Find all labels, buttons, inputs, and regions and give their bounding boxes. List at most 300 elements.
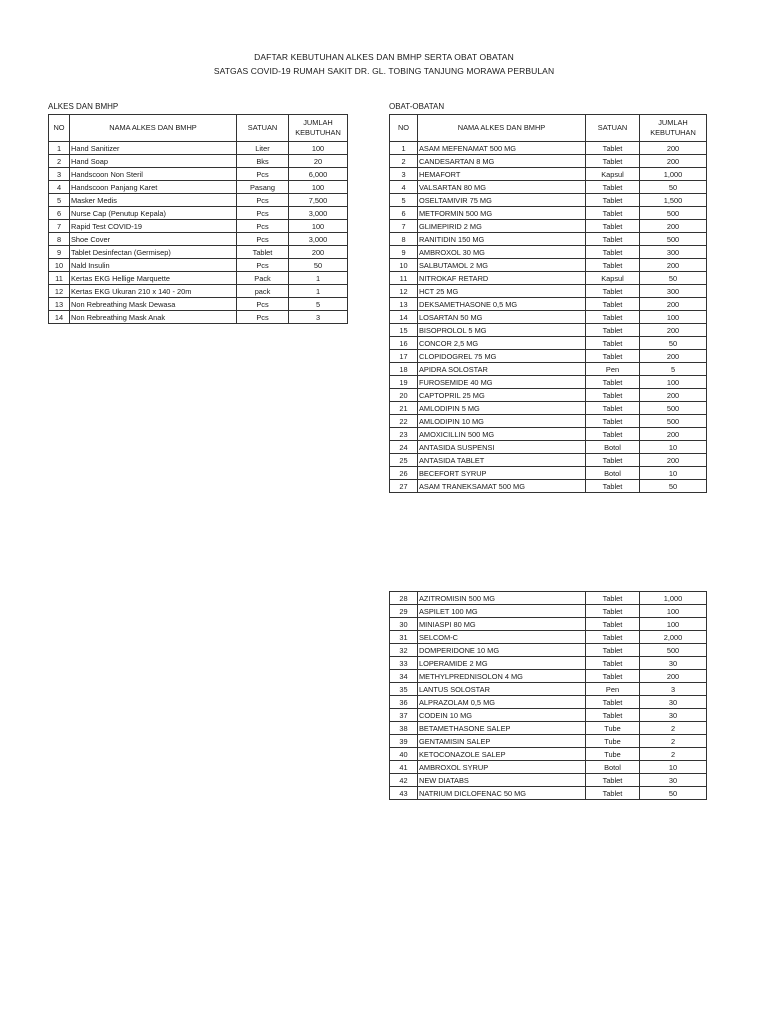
row-number: 4 — [49, 181, 70, 194]
table-row — [390, 761, 707, 774]
item-unit: Pcs — [237, 311, 289, 324]
item-quantity: 100 — [289, 220, 348, 233]
item-name: BISOPROLOL 5 MG — [418, 324, 586, 337]
table-row — [390, 194, 707, 207]
item-quantity: 200 — [640, 389, 707, 402]
row-number: 41 — [390, 761, 418, 774]
item-quantity: 30 — [640, 774, 707, 787]
item-unit: Pcs — [237, 233, 289, 246]
table-row — [49, 272, 348, 285]
item-quantity: 200 — [640, 428, 707, 441]
row-number: 34 — [390, 670, 418, 683]
row-number: 9 — [390, 246, 418, 259]
item-quantity: 10 — [640, 761, 707, 774]
item-quantity: 50 — [640, 787, 707, 800]
item-name: AMBROXOL 30 MG — [418, 246, 586, 259]
item-quantity: 200 — [289, 246, 348, 259]
table-row — [49, 311, 348, 324]
row-number: 6 — [49, 207, 70, 220]
item-unit: Tablet — [586, 207, 640, 220]
item-unit: Kapsul — [586, 168, 640, 181]
item-name: OSELTAMIVIR 75 MG — [418, 194, 586, 207]
item-name: Nald Insulin — [70, 259, 237, 272]
item-unit: Botol — [586, 761, 640, 774]
item-unit: Tablet — [586, 787, 640, 800]
table-row — [390, 168, 707, 181]
row-number: 40 — [390, 748, 418, 761]
item-name: GLIMEPIRID 2 MG — [418, 220, 586, 233]
item-quantity: 7,500 — [289, 194, 348, 207]
table-row — [390, 350, 707, 363]
item-unit: Tablet — [586, 311, 640, 324]
item-name: Kertas EKG Hellige Marquette — [70, 272, 237, 285]
item-name: ANTASIDA TABLET — [418, 454, 586, 467]
item-name: METHYLPREDNISOLON 4 MG — [418, 670, 586, 683]
item-unit: Kapsul — [586, 272, 640, 285]
item-quantity: 300 — [640, 285, 707, 298]
table-row — [49, 181, 348, 194]
item-name: Nurse Cap (Penutup Kepala) — [70, 207, 237, 220]
item-name: APIDRA SOLOSTAR — [418, 363, 586, 376]
item-unit: Tablet — [586, 670, 640, 683]
table-row — [390, 207, 707, 220]
item-unit: Tube — [586, 748, 640, 761]
item-quantity: 5 — [289, 298, 348, 311]
item-unit: Tablet — [586, 389, 640, 402]
item-unit: Tablet — [586, 644, 640, 657]
row-number: 12 — [390, 285, 418, 298]
document-title: DAFTAR KEBUTUHAN ALKES DAN BMHP SERTA OBAT OBATAN — [254, 52, 514, 62]
item-name: ANTASIDA SUSPENSI — [418, 441, 586, 454]
row-number: 18 — [390, 363, 418, 376]
item-unit: Pcs — [237, 207, 289, 220]
item-quantity: 200 — [640, 142, 707, 155]
table-row — [49, 220, 348, 233]
table-row — [390, 181, 707, 194]
row-number: 5 — [390, 194, 418, 207]
row-number: 32 — [390, 644, 418, 657]
item-quantity: 3 — [289, 311, 348, 324]
row-number: 35 — [390, 683, 418, 696]
table-row — [390, 644, 707, 657]
table-row — [390, 272, 707, 285]
row-number: 6 — [390, 207, 418, 220]
item-unit: Tablet — [586, 181, 640, 194]
table-row — [49, 142, 348, 155]
item-quantity: 20 — [289, 155, 348, 168]
row-number: 1 — [49, 142, 70, 155]
table-row — [390, 337, 707, 350]
item-name: CAPTOPRIL 25 MG — [418, 389, 586, 402]
item-quantity: 1,000 — [640, 592, 707, 605]
item-quantity: 100 — [640, 618, 707, 631]
row-number: 11 — [390, 272, 418, 285]
item-name: MINIASPI 80 MG — [418, 618, 586, 631]
row-number: 23 — [390, 428, 418, 441]
item-quantity: 200 — [640, 670, 707, 683]
table-row — [390, 670, 707, 683]
row-number: 22 — [390, 415, 418, 428]
item-name: SELCOM-C — [418, 631, 586, 644]
item-quantity: 2 — [640, 722, 707, 735]
column-header-unit: SATUAN — [237, 115, 289, 142]
obat-table-continued-body — [390, 592, 707, 800]
item-name: AMLODIPIN 10 MG — [418, 415, 586, 428]
item-name: LANTUS SOLOSTAR — [418, 683, 586, 696]
item-unit: Pen — [586, 683, 640, 696]
alkes-table — [48, 114, 348, 324]
row-number: 9 — [49, 246, 70, 259]
item-name: LOSARTAN 50 MG — [418, 311, 586, 324]
item-unit: Tube — [586, 735, 640, 748]
table-row — [390, 605, 707, 618]
column-header-no: NO — [390, 115, 418, 142]
item-unit: Tablet — [586, 402, 640, 415]
row-number: 28 — [390, 592, 418, 605]
table-row — [390, 748, 707, 761]
item-name: BECEFORT SYRUP — [418, 467, 586, 480]
item-name: AMLODIPIN 5 MG — [418, 402, 586, 415]
row-number: 16 — [390, 337, 418, 350]
table-row — [49, 233, 348, 246]
row-number: 15 — [390, 324, 418, 337]
table-row — [390, 324, 707, 337]
table-row — [390, 454, 707, 467]
item-quantity: 50 — [640, 337, 707, 350]
item-quantity: 2 — [640, 735, 707, 748]
item-quantity: 1 — [289, 285, 348, 298]
obat-table-body — [390, 142, 707, 493]
item-name: FUROSEMIDE 40 MG — [418, 376, 586, 389]
obat-table-continued — [389, 591, 707, 800]
table-row — [390, 683, 707, 696]
row-number: 29 — [390, 605, 418, 618]
table-row — [390, 220, 707, 233]
table-row — [49, 194, 348, 207]
item-unit: Tablet — [586, 298, 640, 311]
item-unit: Tube — [586, 722, 640, 735]
item-quantity: 10 — [640, 467, 707, 480]
item-quantity: 100 — [640, 376, 707, 389]
item-unit: Tablet — [586, 259, 640, 272]
row-number: 39 — [390, 735, 418, 748]
row-number: 4 — [390, 181, 418, 194]
item-name: Non Rebreathing Mask Anak — [70, 311, 237, 324]
item-unit: Botol — [586, 467, 640, 480]
item-quantity: 100 — [640, 311, 707, 324]
row-number: 12 — [49, 285, 70, 298]
item-unit: Tablet — [586, 605, 640, 618]
item-unit: Tablet — [586, 376, 640, 389]
item-quantity: 1 — [289, 272, 348, 285]
item-quantity: 50 — [640, 272, 707, 285]
item-quantity: 2 — [640, 748, 707, 761]
table-row — [390, 631, 707, 644]
table-row — [390, 363, 707, 376]
item-unit: Tablet — [586, 657, 640, 670]
item-unit: Pasang — [237, 181, 289, 194]
item-name: GENTAMISIN SALEP — [418, 735, 586, 748]
item-name: Handscoon Non Steril — [70, 168, 237, 181]
column-header-qty: JUMLAH KEBUTUHAN — [640, 115, 707, 142]
table-row — [390, 376, 707, 389]
table-row — [390, 402, 707, 415]
item-quantity: 50 — [289, 259, 348, 272]
table-row — [49, 259, 348, 272]
row-number: 5 — [49, 194, 70, 207]
item-unit: Tablet — [586, 696, 640, 709]
obat-table — [389, 114, 707, 493]
item-quantity: 3,000 — [289, 233, 348, 246]
item-name: LOPERAMIDE 2 MG — [418, 657, 586, 670]
item-unit: Tablet — [586, 592, 640, 605]
row-number: 17 — [390, 350, 418, 363]
row-number: 38 — [390, 722, 418, 735]
item-quantity: 30 — [640, 709, 707, 722]
item-quantity: 3,000 — [289, 207, 348, 220]
item-quantity: 500 — [640, 207, 707, 220]
item-name: HCT 25 MG — [418, 285, 586, 298]
item-unit: Tablet — [586, 618, 640, 631]
item-quantity: 200 — [640, 220, 707, 233]
item-unit: Tablet — [237, 246, 289, 259]
table-row — [49, 207, 348, 220]
table-row — [390, 709, 707, 722]
item-unit: Tablet — [586, 233, 640, 246]
row-number: 30 — [390, 618, 418, 631]
section-title-obat: OBAT-OBATAN — [389, 102, 445, 111]
row-number: 8 — [49, 233, 70, 246]
item-quantity: 50 — [640, 480, 707, 493]
row-number: 3 — [49, 168, 70, 181]
item-unit: Tablet — [586, 774, 640, 787]
item-quantity: 30 — [640, 696, 707, 709]
item-unit: Tablet — [586, 194, 640, 207]
item-name: Kertas EKG Ukuran 210 x 140 - 20m — [70, 285, 237, 298]
column-header-no: NO — [49, 115, 70, 142]
item-unit: Tablet — [586, 142, 640, 155]
column-header-qty: JUMLAH KEBUTUHAN — [289, 115, 348, 142]
item-name: METFORMIN 500 MG — [418, 207, 586, 220]
item-name: Shoe Cover — [70, 233, 237, 246]
item-unit: Tablet — [586, 155, 640, 168]
item-unit: Tablet — [586, 220, 640, 233]
item-quantity: 5 — [640, 363, 707, 376]
row-number: 25 — [390, 454, 418, 467]
item-unit: Pcs — [237, 194, 289, 207]
row-number: 8 — [390, 233, 418, 246]
column-header-name: NAMA ALKES DAN BMHP — [418, 115, 586, 142]
item-quantity: 10 — [640, 441, 707, 454]
row-number: 10 — [49, 259, 70, 272]
table-header-row — [49, 115, 348, 142]
item-unit: Tablet — [586, 246, 640, 259]
table-row — [390, 722, 707, 735]
item-unit: Tablet — [586, 480, 640, 493]
row-number: 14 — [390, 311, 418, 324]
item-quantity: 200 — [640, 324, 707, 337]
table-row — [390, 246, 707, 259]
row-number: 10 — [390, 259, 418, 272]
item-name: Handscoon Panjang Karet — [70, 181, 237, 194]
item-unit: Tablet — [586, 428, 640, 441]
item-unit: Tablet — [586, 285, 640, 298]
item-name: HEMAFORT — [418, 168, 586, 181]
table-row — [390, 285, 707, 298]
item-name: Non Rebreathing Mask Dewasa — [70, 298, 237, 311]
item-name: RANITIDIN 150 MG — [418, 233, 586, 246]
section-title-alkes: ALKES DAN BMHP — [48, 102, 119, 111]
item-quantity: 500 — [640, 402, 707, 415]
row-number: 19 — [390, 376, 418, 389]
row-number: 13 — [390, 298, 418, 311]
item-quantity: 30 — [640, 657, 707, 670]
item-unit: Pcs — [237, 220, 289, 233]
table-row — [390, 480, 707, 493]
item-name: SALBUTAMOL 2 MG — [418, 259, 586, 272]
table-row — [390, 657, 707, 670]
table-row — [49, 246, 348, 259]
row-number: 7 — [49, 220, 70, 233]
table-row — [390, 618, 707, 631]
item-quantity: 50 — [640, 181, 707, 194]
table-row — [49, 285, 348, 298]
row-number: 43 — [390, 787, 418, 800]
table-row — [390, 696, 707, 709]
row-number: 33 — [390, 657, 418, 670]
item-unit: Botol — [586, 441, 640, 454]
item-name: KETOCONAZOLE SALEP — [418, 748, 586, 761]
table-row — [390, 298, 707, 311]
item-quantity: 100 — [289, 142, 348, 155]
item-quantity: 1,000 — [640, 168, 707, 181]
table-row — [390, 311, 707, 324]
table-row — [390, 389, 707, 402]
item-unit: Tablet — [586, 415, 640, 428]
item-name: DOMPERIDONE 10 MG — [418, 644, 586, 657]
item-quantity: 6,000 — [289, 168, 348, 181]
item-quantity: 3 — [640, 683, 707, 696]
table-row — [49, 155, 348, 168]
item-name: ASPILET 100 MG — [418, 605, 586, 618]
row-number: 24 — [390, 441, 418, 454]
item-name: AZITROMISIN 500 MG — [418, 592, 586, 605]
item-name: NATRIUM DICLOFENAC 50 MG — [418, 787, 586, 800]
item-unit: Pen — [586, 363, 640, 376]
item-quantity: 200 — [640, 155, 707, 168]
item-name: CODEIN 10 MG — [418, 709, 586, 722]
table-row — [390, 155, 707, 168]
table-row — [390, 467, 707, 480]
column-header-name: NAMA ALKES DAN BMHP — [70, 115, 237, 142]
row-number: 21 — [390, 402, 418, 415]
row-number: 42 — [390, 774, 418, 787]
table-row — [390, 233, 707, 246]
item-name: ASAM TRANEKSAMAT 500 MG — [418, 480, 586, 493]
row-number: 3 — [390, 168, 418, 181]
item-unit: Tablet — [586, 324, 640, 337]
table-header-row — [390, 115, 707, 142]
item-name: NEW DIATABS — [418, 774, 586, 787]
item-name: ALPRAZOLAM 0,5 MG — [418, 696, 586, 709]
table-row — [390, 592, 707, 605]
item-name: CANDESARTAN 8 MG — [418, 155, 586, 168]
item-name: Rapid Test COVID-19 — [70, 220, 237, 233]
row-number: 13 — [49, 298, 70, 311]
row-number: 11 — [49, 272, 70, 285]
item-unit: Tablet — [586, 454, 640, 467]
row-number: 2 — [49, 155, 70, 168]
item-unit: pack — [237, 285, 289, 298]
item-quantity: 200 — [640, 259, 707, 272]
item-name: Masker Medis — [70, 194, 237, 207]
item-name: Hand Sanitizer — [70, 142, 237, 155]
item-unit: Pcs — [237, 298, 289, 311]
table-row — [49, 168, 348, 181]
row-number: 31 — [390, 631, 418, 644]
item-quantity: 200 — [640, 350, 707, 363]
item-quantity: 500 — [640, 415, 707, 428]
item-name: BETAMETHASONE SALEP — [418, 722, 586, 735]
row-number: 20 — [390, 389, 418, 402]
item-name: VALSARTAN 80 MG — [418, 181, 586, 194]
table-row — [390, 415, 707, 428]
item-name: NITROKAF RETARD — [418, 272, 586, 285]
row-number: 27 — [390, 480, 418, 493]
item-unit: Tablet — [586, 350, 640, 363]
table-row — [390, 787, 707, 800]
item-name: AMOXICILLIN 500 MG — [418, 428, 586, 441]
item-name: DEKSAMETHASONE 0,5 MG — [418, 298, 586, 311]
item-unit: Tablet — [586, 337, 640, 350]
item-quantity: 2,000 — [640, 631, 707, 644]
item-quantity: 200 — [640, 454, 707, 467]
column-header-unit: SATUAN — [586, 115, 640, 142]
item-unit: Liter — [237, 142, 289, 155]
item-quantity: 500 — [640, 644, 707, 657]
item-quantity: 500 — [640, 233, 707, 246]
item-quantity: 300 — [640, 246, 707, 259]
row-number: 14 — [49, 311, 70, 324]
table-row — [390, 259, 707, 272]
row-number: 37 — [390, 709, 418, 722]
item-unit: Tablet — [586, 631, 640, 644]
item-name: CONCOR 2,5 MG — [418, 337, 586, 350]
table-row — [390, 441, 707, 454]
item-name: CLOPIDOGREL 75 MG — [418, 350, 586, 363]
document-subtitle: SATGAS COVID-19 RUMAH SAKIT DR. GL. TOBING TANJUNG MORAWA PERBULAN — [213, 66, 555, 76]
table-row — [390, 735, 707, 748]
item-name: AMBROXOL SYRUP — [418, 761, 586, 774]
item-name: Tablet Desinfectan (Germisep) — [70, 246, 237, 259]
table-row — [49, 298, 348, 311]
table-row — [390, 142, 707, 155]
row-number: 36 — [390, 696, 418, 709]
item-quantity: 100 — [289, 181, 348, 194]
item-unit: Pack — [237, 272, 289, 285]
item-unit: Pcs — [237, 259, 289, 272]
item-quantity: 200 — [640, 298, 707, 311]
row-number: 2 — [390, 155, 418, 168]
item-quantity: 1,500 — [640, 194, 707, 207]
item-unit: Pcs — [237, 168, 289, 181]
item-quantity: 100 — [640, 605, 707, 618]
alkes-table-body — [49, 142, 348, 324]
row-number: 26 — [390, 467, 418, 480]
row-number: 7 — [390, 220, 418, 233]
item-name: Hand Soap — [70, 155, 237, 168]
item-unit: Tablet — [586, 709, 640, 722]
